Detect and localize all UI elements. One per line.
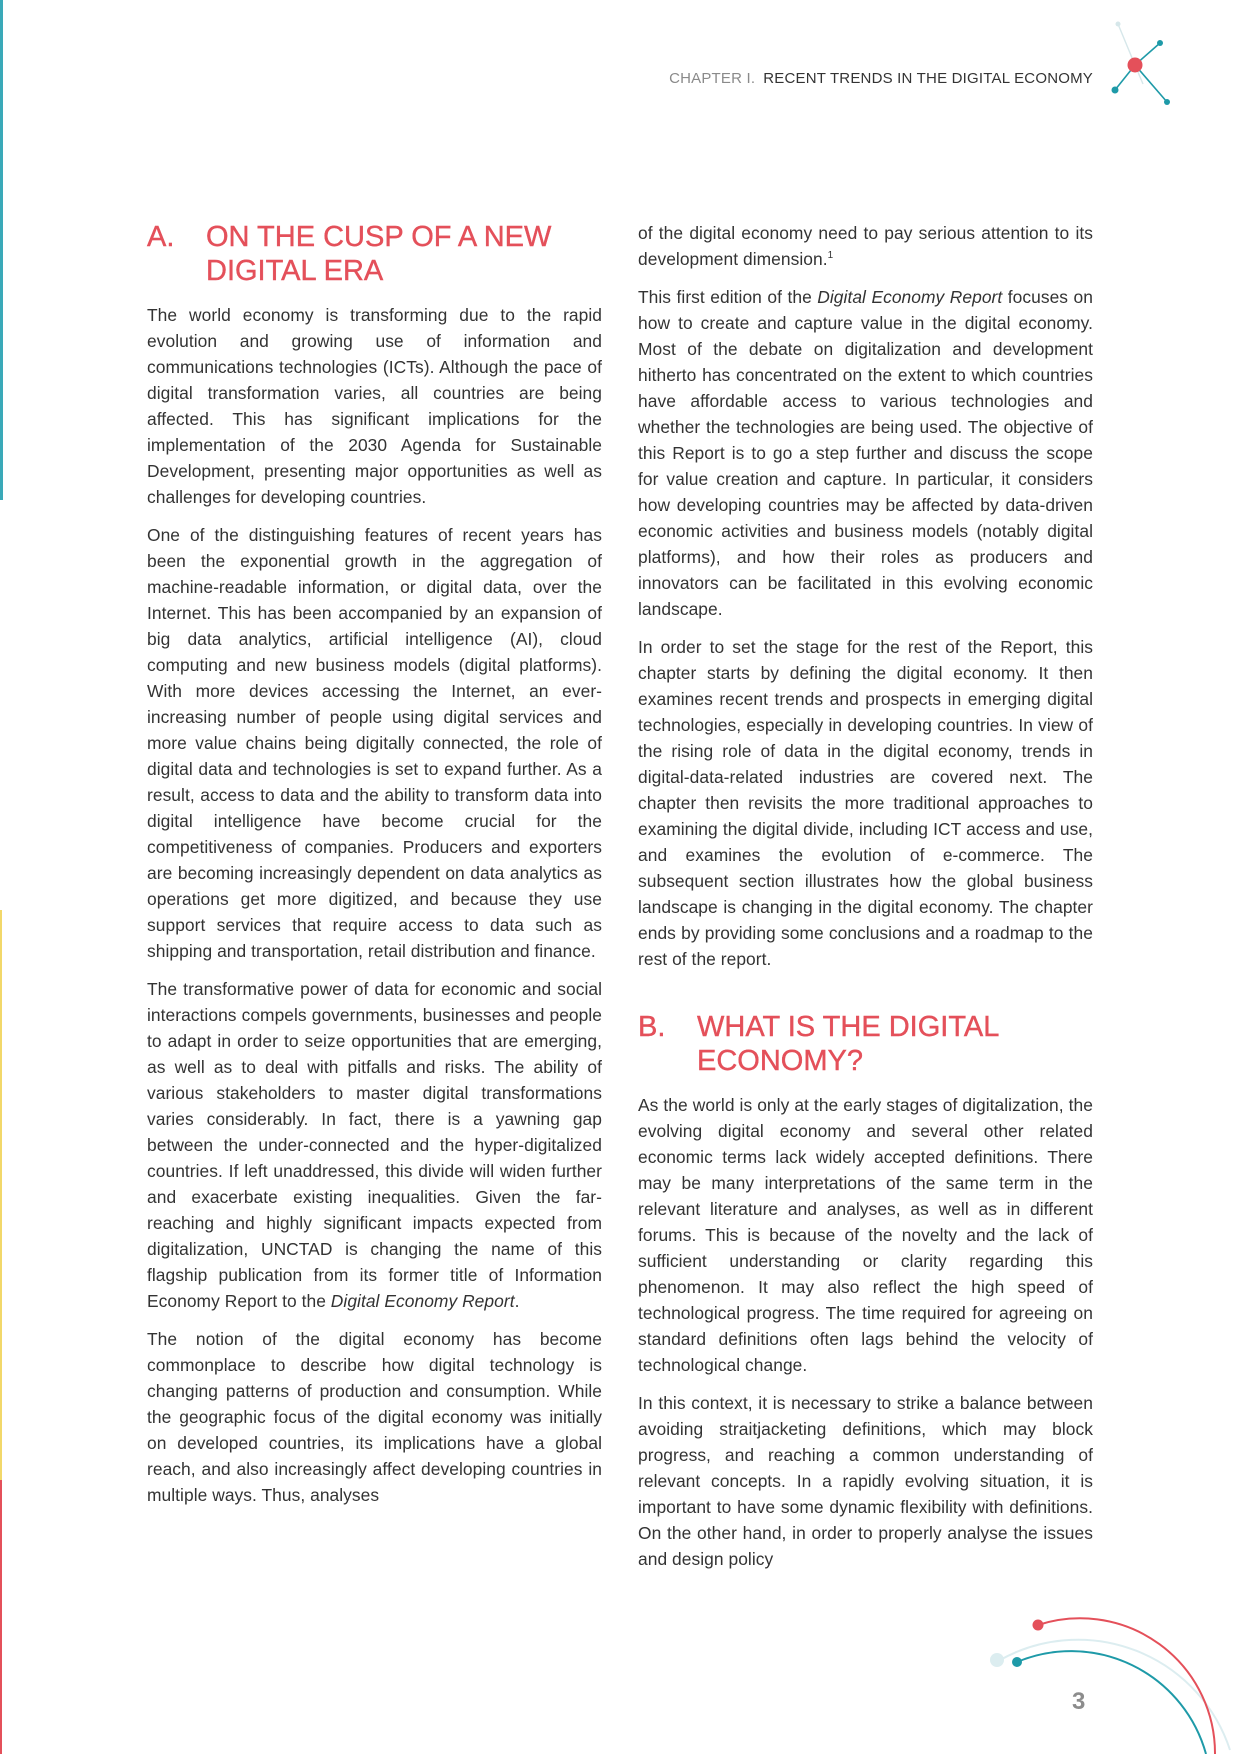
paragraph: The notion of the digital economy has become commonplace to describe how digital technology is changing patterns of production and consumption. While the geographic focus of the digital economy was initially on developed countries, its implications have a global reach, and also increasingly affect developing countries in multiple ways. Thus, analyses <box>147 1329 602 1505</box>
section-a-number: A. <box>147 221 175 253</box>
left-edge-red-bar <box>0 1480 2 1754</box>
report-title-italic: Digital Economy Report <box>817 287 1003 307</box>
footnote-ref: 1 <box>827 250 834 262</box>
paragraph: The transformative power of data for economic and social interactions compels governments, businesses and people to adapt in order to seize opportunities that are emerging, as well as to deal with pitfalls and risks. The ability of various stakeholders to master digital transformations varies considerably. In fact, there is a yawning gap between the under-connected and the hyper-digitalized countries. If left unaddressed, this divide will widen further and exacerbate existing inequalities. Given the far-reaching and highly significant impacts expected from digitalization, UNCTAD is changing the name of this flagship publication from its former title of Information Economy Report to the Digital Economy Report. <box>147 979 602 1311</box>
section-a-title: ON THE CUSP OF A NEW DIGITAL ERA <box>206 221 552 287</box>
left-column <box>147 220 602 1520</box>
page-number: 3 <box>1072 1688 1086 1715</box>
report-title-italic: Digital Economy Report <box>330 1291 515 1311</box>
paragraph: As the world is only at the early stages of digitalization, the evolving digital economy and several other related economic terms lack widely accepted definitions. There may be many interpretations of the same term in the relevant literature and analyses, as well as in different forums. This is because of the novelty and the lack of sufficient understanding or clarity regarding this phenomenon. It may also reflect the high speed of technological progress. The time required for agreeing on standard definitions often lags behind the velocity of technological change. <box>638 1095 1093 1375</box>
left-edge-yellow-bar <box>0 910 2 1480</box>
running-header <box>669 70 1093 87</box>
section-b-heading <box>638 1010 1093 1078</box>
right-column <box>638 220 1093 1584</box>
section-b-title: WHAT IS THE DIGITAL ECONOMY? <box>697 1011 999 1077</box>
paragraph: The world economy is transforming due to the rapid evolution and growing use of information and communications technologies (ICTs). Although the pace of digital transformation varies, all countries are being affected. This has significant implications for the implementation of the 2030 Agenda for Sustainable Development, presenting major opportunities as well as challenges for developing countries. <box>147 305 602 507</box>
chapter-label: CHAPTER I. <box>669 70 756 87</box>
section-a-heading <box>147 220 602 288</box>
paragraph-continuation: of the digital economy need to pay serious attention to its development dimension.$^1$ <box>638 223 1093 269</box>
paragraph: In this context, it is necessary to strike a balance between avoiding straitjacketing definitions, which may block progress, and reaching a common understanding of relevant concepts. In a rapidly evolving situation, it is important to have some dynamic flexibility with definitions. On the other hand, in order to properly analyse the issues and design policy <box>638 1393 1093 1569</box>
paragraph: One of the distinguishing features of recent years has been the exponential growth in the aggregation of machine-readable information, or digital data, over the Internet. This has been accompanied by an expansion of big data analytics, artificial intelligence (AI), cloud computing and new business models (digital platforms). With more devices accessing the Internet, an ever-increasing number of people using digital services and more value chains being digitally connected, the role of digital data and technologies is set to expand further. As a result, access to data and the ability to transform data into digital intelligence have become crucial for the competitiveness of companies. Producers and exporters are becoming increasingly dependent on data analytics as operations get more digitized, and because they use support services that require access to data such as shipping and transportation, retail distribution and finance. <box>147 525 602 961</box>
paragraph: In order to set the stage for the rest of the Report, this chapter starts by defining the digital economy. It then examines recent trends and prospects in emerging digital technologies, especially in developing countries. In view of the rising role of data in the digital economy, trends in digital-data-related industries are covered next. The chapter then revisits the more traditional approaches to examining the digital divide, including ICT access and use, and examines the evolution of e-commerce. The subsequent section illustrates how the global business landscape is changing in the digital economy. The chapter ends by providing some conclusions and a roadmap to the rest of the report. <box>638 637 1093 969</box>
network-node-icon <box>1105 18 1185 113</box>
section-b-number: B. <box>638 1011 666 1043</box>
left-edge-teal-bar <box>0 0 3 500</box>
chapter-title: RECENT TRENDS IN THE DIGITAL ECONOMY <box>763 70 1093 87</box>
orbit-decoration-icon <box>970 1590 1240 1754</box>
paragraph: This first edition of the Digital Economy Report focuses on how to create and capture value in the digital economy. Most of the debate on digitalization and development hitherto has concentrated on the extent to which countries have affordable access to various technologies and whether the technologies are being used. The objective of this Report is to go a step further and discuss the scope for value creation and capture. In particular, it considers how developing countries may be affected by data-driven economic activities and business models (notably digital platforms), and how their roles as producers and innovators can be facilitated in this evolving economic landscape. <box>638 287 1093 619</box>
